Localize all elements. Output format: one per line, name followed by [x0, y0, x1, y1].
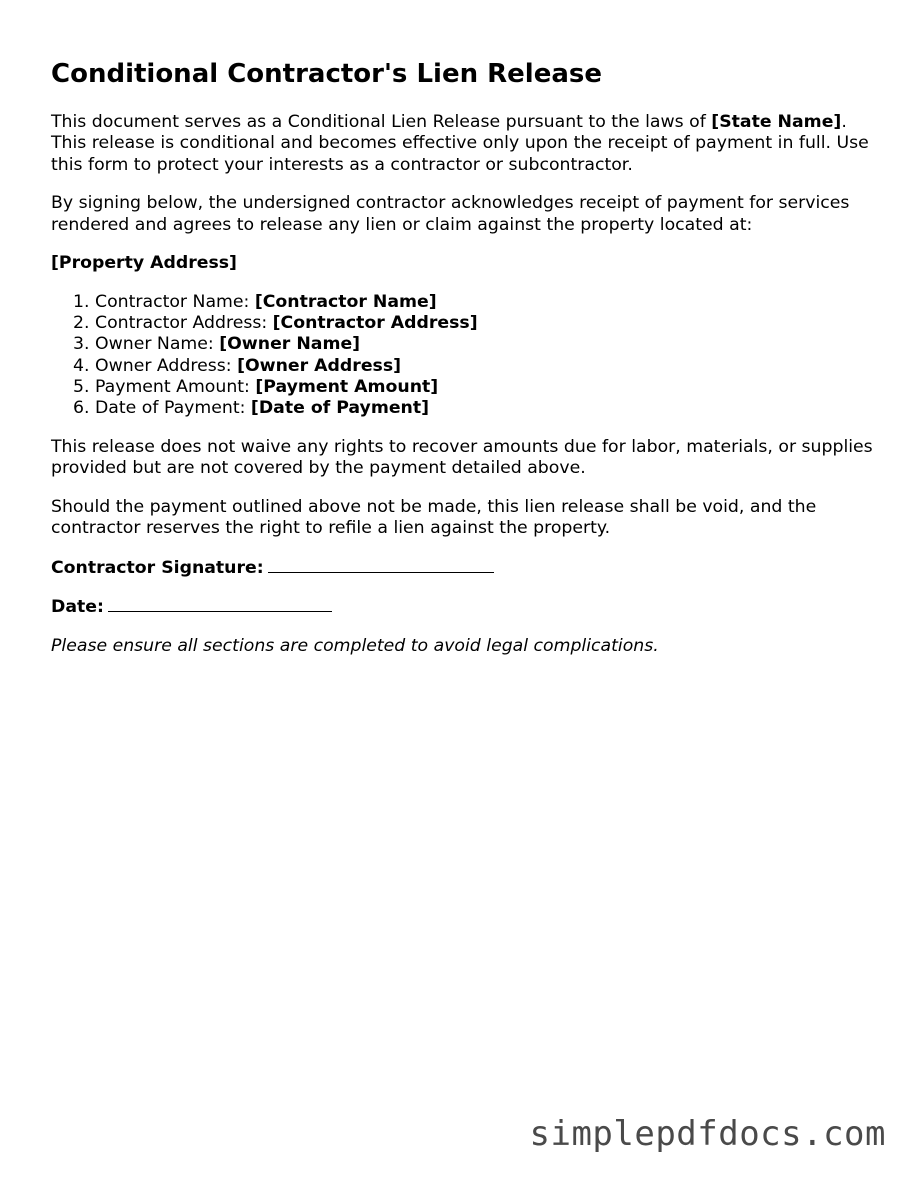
date-label: Date: — [51, 597, 104, 618]
contractor-signature-row — [51, 557, 881, 580]
list-item: 6. Date of Payment: [Date of Payment] — [95, 398, 881, 419]
intro-paragraph — [51, 112, 881, 177]
watermark: simplepdfdocs.com — [529, 1114, 886, 1154]
contractor-signature-label: Contractor Signature: — [51, 557, 264, 578]
intro-text-before: This document serves as a Conditional Lien Release pursuant to the laws of — [51, 111, 712, 132]
document-title: Conditional Contractor's Lien Release — [51, 59, 602, 89]
contractor-signature-line[interactable] — [268, 557, 494, 573]
footer-note: Please ensure all sections are completed to avoid legal complications. — [51, 635, 659, 656]
state-name-placeholder: [State Name] — [711, 111, 842, 132]
list-item: 4. Owner Address: [Owner Address] — [95, 356, 881, 377]
property-address-placeholder: [Property Address] — [51, 253, 237, 274]
details-list — [51, 292, 881, 420]
void-paragraph: Should the payment outlined above not be made, this lien release shall be void, and the contractor reserves the right to refile a lien against the property. — [51, 496, 817, 539]
date-row — [51, 596, 881, 619]
document-page — [51, 58, 881, 674]
date-line[interactable] — [108, 596, 332, 612]
list-item: 1. Contractor Name: [Contractor Name] — [95, 292, 881, 313]
intro-text-after: . This release is conditional and becomes effective only upon the receipt of payment in full. Use this form to protect your interests as a contractor or subcontractor. — [51, 111, 869, 175]
list-item: 5. Payment Amount: [Payment Amount] — [95, 377, 881, 398]
list-item: 2. Contractor Address: [Contractor Address] — [95, 313, 881, 334]
acknowledgement-paragraph: By signing below, the undersigned contractor acknowledges receipt of payment for services rendered and agrees to release any lien or claim against the property located at: — [51, 193, 850, 235]
rights-paragraph: This release does not waive any rights to recover amounts due for labor, materials, or supplies provided but are not covered by the payment detailed above. — [51, 436, 873, 479]
list-item: 3. Owner Name: [Owner Name] — [95, 334, 881, 355]
